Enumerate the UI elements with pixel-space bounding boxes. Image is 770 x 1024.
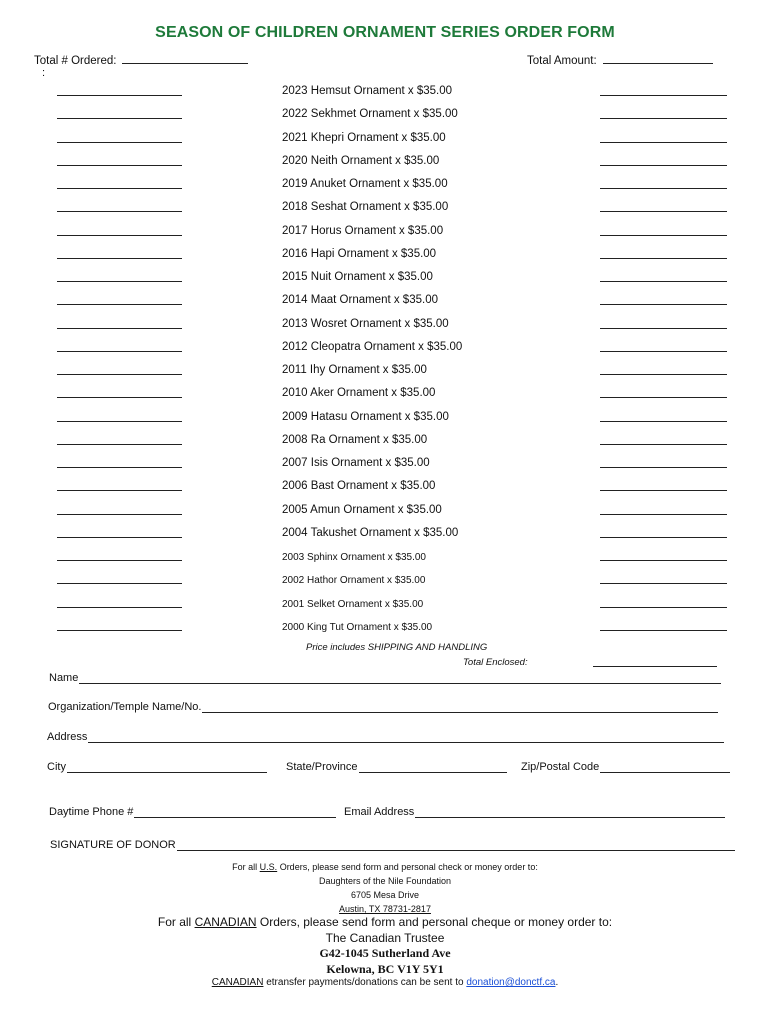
phone-field[interactable] xyxy=(134,807,336,818)
total-ordered xyxy=(34,53,248,67)
canada-address-line-2: G42-1045 Sutherland Ave xyxy=(319,946,451,960)
state-field[interactable] xyxy=(359,762,507,773)
ornament-row xyxy=(0,318,770,338)
quantity-field[interactable] xyxy=(57,421,182,422)
ornament-row xyxy=(0,573,770,593)
amount-field[interactable] xyxy=(600,235,727,236)
zip-label: Zip/Postal Code xyxy=(521,761,600,773)
quantity-field[interactable] xyxy=(57,444,182,445)
ornament-row xyxy=(0,108,770,128)
quantity-field[interactable] xyxy=(57,514,182,515)
ornament-row xyxy=(0,387,770,407)
shipping-note: Price includes SHIPPING AND HANDLING xyxy=(306,642,488,653)
organization-label: Organization/Temple Name/No. xyxy=(48,701,202,713)
ornament-label: 2010 Aker Ornament x $35.00 xyxy=(282,387,436,400)
quantity-field[interactable] xyxy=(57,397,182,398)
amount-field[interactable] xyxy=(600,258,727,259)
quantity-field[interactable] xyxy=(57,118,182,119)
phone-row xyxy=(49,806,336,818)
organization-row xyxy=(48,701,718,713)
ornament-label: 2005 Amun Ornament x $35.00 xyxy=(282,503,442,516)
total-enclosed-label: Total Enclosed: xyxy=(463,657,528,668)
ornament-label: 2008 Ra Ornament x $35.00 xyxy=(282,433,428,446)
quantity-field[interactable] xyxy=(57,467,182,468)
ornament-label: 2006 Bast Ornament x $35.00 xyxy=(282,480,436,493)
address-label: Address xyxy=(47,731,88,743)
ornament-label: 2014 Maat Ornament x $35.00 xyxy=(282,294,438,307)
ornament-label: 2007 Isis Ornament x $35.00 xyxy=(282,457,430,469)
ornament-row xyxy=(0,480,770,500)
name-row xyxy=(49,672,721,684)
amount-field[interactable] xyxy=(600,188,727,189)
amount-field[interactable] xyxy=(600,281,727,282)
ornament-label: 2020 Neith Ornament x $35.00 xyxy=(282,154,440,167)
ornament-label: 2015 Nuit Ornament x $35.00 xyxy=(282,271,433,283)
canada-instructions: For all CANADIAN Orders, please send form and personal cheque or money order to: xyxy=(157,915,613,929)
zip-row xyxy=(521,761,730,773)
amount-field[interactable] xyxy=(600,490,727,491)
amount-field[interactable] xyxy=(600,444,727,445)
ornament-label: 2012 Cleopatra Ornament x $35.00 xyxy=(282,340,463,353)
amount-field[interactable] xyxy=(600,537,727,538)
ornament-label: 2004 Takushet Ornament x $35.00 xyxy=(282,526,459,539)
email-row xyxy=(344,806,725,818)
quantity-field[interactable] xyxy=(57,95,182,96)
ornament-label: 2018 Seshat Ornament x $35.00 xyxy=(282,201,449,214)
us-address-line-2: 6705 Mesa Drive xyxy=(350,890,420,900)
address-row xyxy=(47,731,724,743)
ornament-row xyxy=(0,597,770,617)
ornament-label: 2022 Sekhmet Ornament x $35.00 xyxy=(282,108,458,121)
total-amount xyxy=(527,53,713,67)
amount-field[interactable] xyxy=(600,514,727,515)
ornament-label: 2003 Sphinx Ornament x $35.00 xyxy=(282,552,426,563)
ornament-row xyxy=(0,457,770,477)
ornament-row xyxy=(0,271,770,291)
ornament-label: 2001 Selket Ornament x $35.00 xyxy=(282,598,424,610)
ornament-row xyxy=(0,248,770,268)
canada-address-line-3: Kelowna, BC V1Y 5Y1 xyxy=(326,962,444,976)
amount-field[interactable] xyxy=(600,165,727,166)
total-ordered-label: Total # Ordered: xyxy=(34,55,117,67)
ornament-label: 2009 Hatasu Ornament x $35.00 xyxy=(282,410,449,423)
signature-label: SIGNATURE OF DONOR xyxy=(50,839,176,851)
total-amount-label: Total Amount: xyxy=(527,55,597,67)
amount-field[interactable] xyxy=(600,328,727,329)
ornament-label: 2023 Hemsut Ornament x $35.00 xyxy=(282,85,453,97)
city-row xyxy=(47,761,267,773)
amount-field[interactable] xyxy=(600,421,727,422)
amount-field[interactable] xyxy=(600,607,727,608)
ornament-label: 2002 Hathor Ornament x $35.00 xyxy=(282,575,426,587)
ornament-label: 2019 Anuket Ornament x $35.00 xyxy=(282,178,448,190)
quantity-field[interactable] xyxy=(57,351,182,352)
amount-field[interactable] xyxy=(600,630,727,631)
city-label: City xyxy=(47,761,66,773)
ornament-row xyxy=(0,341,770,361)
ornament-row xyxy=(0,504,770,524)
ornament-label: 2016 Hapi Ornament x $35.00 xyxy=(282,247,437,260)
ornament-row xyxy=(0,155,770,175)
ornament-label: 2011 Ihy Ornament x $35.00 xyxy=(282,364,427,376)
ornament-row xyxy=(0,225,770,245)
canada-address-line-1: The Canadian Trustee xyxy=(325,931,445,945)
email-field[interactable] xyxy=(415,807,725,818)
quantity-field[interactable] xyxy=(57,328,182,329)
organization-field[interactable] xyxy=(202,702,718,713)
amount-field[interactable] xyxy=(600,560,727,561)
ornament-row xyxy=(0,620,770,640)
amount-field[interactable] xyxy=(600,211,727,212)
quantity-field[interactable] xyxy=(57,374,182,375)
ornament-row xyxy=(0,85,770,105)
quantity-field[interactable] xyxy=(57,537,182,538)
signature-field[interactable] xyxy=(177,840,735,851)
total-ordered-colon: : xyxy=(42,67,46,79)
amount-field[interactable] xyxy=(600,118,727,119)
ornament-row xyxy=(0,132,770,152)
us-instructions: For all U.S. Orders, please send form and personal check or money order to: xyxy=(232,862,538,872)
amount-field[interactable] xyxy=(600,304,727,305)
quantity-field[interactable] xyxy=(57,211,182,212)
ornament-row xyxy=(0,178,770,198)
quantity-field[interactable] xyxy=(57,583,182,584)
form-title: SEASON OF CHILDREN ORNAMENT SERIES ORDER FORM xyxy=(155,24,615,41)
etransfer-note: CANADIAN etransfer payments/donations can be sent to donation@donctf.ca. xyxy=(211,977,559,988)
us-address-line-1: Daughters of the Nile Foundation xyxy=(318,876,452,886)
total-amount-field[interactable] xyxy=(603,53,713,64)
ornament-row xyxy=(0,294,770,314)
amount-field[interactable] xyxy=(600,351,727,352)
city-field[interactable] xyxy=(67,762,267,773)
email-label: Email Address xyxy=(344,806,415,818)
amount-field[interactable] xyxy=(600,374,727,375)
quantity-field[interactable] xyxy=(57,235,182,236)
amount-field[interactable] xyxy=(600,397,727,398)
ornament-label: 2013 Wosret Ornament x $35.00 xyxy=(282,317,449,330)
amount-field[interactable] xyxy=(600,95,727,96)
address-field[interactable] xyxy=(88,732,724,743)
phone-label: Daytime Phone # xyxy=(49,806,134,818)
name-label: Name xyxy=(49,672,79,684)
ornament-row xyxy=(0,411,770,431)
ornament-row xyxy=(0,527,770,547)
amount-field[interactable] xyxy=(600,583,727,584)
ornament-label: 2000 King Tut Ornament x $35.00 xyxy=(282,621,433,633)
ornament-row xyxy=(0,364,770,384)
state-row xyxy=(286,761,507,773)
ornament-row xyxy=(0,550,770,570)
ornament-label: 2017 Horus Ornament x $35.00 xyxy=(282,224,444,237)
amount-field[interactable] xyxy=(600,467,727,468)
quantity-field[interactable] xyxy=(57,607,182,608)
quantity-field[interactable] xyxy=(57,281,182,282)
zip-field[interactable] xyxy=(600,762,730,773)
ornament-row xyxy=(0,201,770,221)
state-label: State/Province xyxy=(286,761,358,773)
total-ordered-field[interactable] xyxy=(122,53,248,64)
us-address-line-3: Austin, TX 78731-2817 xyxy=(339,904,431,914)
donation-email-link[interactable]: donation@donctf.ca xyxy=(466,977,556,988)
ornament-row xyxy=(0,434,770,454)
quantity-field[interactable] xyxy=(57,165,182,166)
quantity-field[interactable] xyxy=(57,258,182,259)
total-enclosed-field[interactable] xyxy=(593,666,717,667)
quantity-field[interactable] xyxy=(57,188,182,189)
quantity-field[interactable] xyxy=(57,630,182,631)
quantity-field[interactable] xyxy=(57,490,182,491)
quantity-field[interactable] xyxy=(57,560,182,561)
ornament-label: 2021 Khepri Ornament x $35.00 xyxy=(282,131,446,144)
name-field[interactable] xyxy=(79,673,721,684)
quantity-field[interactable] xyxy=(57,304,182,305)
amount-field[interactable] xyxy=(600,142,727,143)
quantity-field[interactable] xyxy=(57,142,182,143)
signature-row xyxy=(50,839,735,851)
